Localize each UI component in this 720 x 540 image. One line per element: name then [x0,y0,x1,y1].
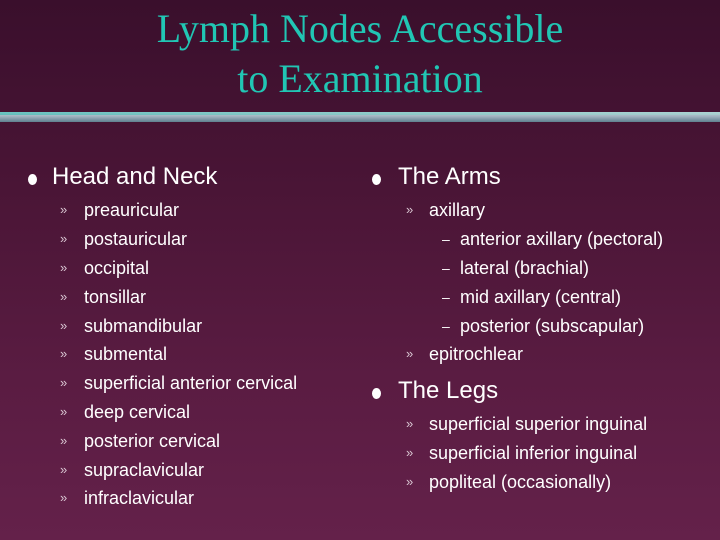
section-heading-head-neck: Head and Neck [52,163,218,190]
section-heading-arms: The Arms [398,163,501,190]
list-item: superficial anterior cervical [84,373,298,393]
sub-list-item: lateral (brachial) [460,258,590,278]
dash-marker-icon: – [442,318,450,334]
list-item: preauricular [84,200,180,220]
chevron-marker-icon: » [406,346,414,361]
chevron-marker-icon: » [406,202,414,217]
list-item: postauricular [84,229,188,249]
chevron-marker-icon: » [60,346,68,361]
sub-list-item: mid axillary (central) [460,287,622,307]
title-divider [0,112,720,122]
list-item: popliteal (occasionally) [429,472,612,492]
list-item: tonsillar [84,287,147,307]
slide-title [0,4,720,104]
list-item: occipital [84,258,150,278]
chevron-marker-icon: » [60,404,68,419]
chevron-marker-icon: » [60,490,68,505]
dash-marker-icon: – [442,260,450,276]
chevron-marker-icon: » [60,375,68,390]
list-item: supraclavicular [84,460,205,480]
bullet-dot-icon [372,174,381,187]
list-item: epitrochlear [429,344,524,364]
list-item: infraclavicular [84,488,195,508]
bullet-dot-icon [28,174,37,187]
chevron-marker-icon: » [60,289,68,304]
dash-marker-icon: – [442,289,450,305]
list-item: submental [84,344,168,364]
list-item: posterior cervical [84,431,221,451]
section-heading-legs: The Legs [398,377,499,404]
chevron-marker-icon: » [406,474,414,489]
chevron-marker-icon: » [60,318,68,333]
chevron-marker-icon: » [60,231,68,246]
list-item: superficial inferior inguinal [429,443,638,463]
chevron-marker-icon: » [60,260,68,275]
chevron-marker-icon: » [60,202,68,217]
list-item: deep cervical [84,402,191,422]
chevron-marker-icon: » [60,462,68,477]
chevron-marker-icon: » [406,416,414,431]
list-item: submandibular [84,316,203,336]
list-item: superficial superior inguinal [429,414,648,434]
title-line-2: to Examination [237,56,483,101]
chevron-marker-icon: » [60,433,68,448]
sub-list-item: posterior (subscapular) [460,316,645,336]
sub-list-item: anterior axillary (pectoral) [460,229,664,249]
title-line-1: Lymph Nodes Accessible [156,6,564,51]
list-item: axillary [429,200,486,220]
bullet-dot-icon [372,388,381,401]
dash-marker-icon: – [442,231,450,247]
chevron-marker-icon: » [406,445,414,460]
